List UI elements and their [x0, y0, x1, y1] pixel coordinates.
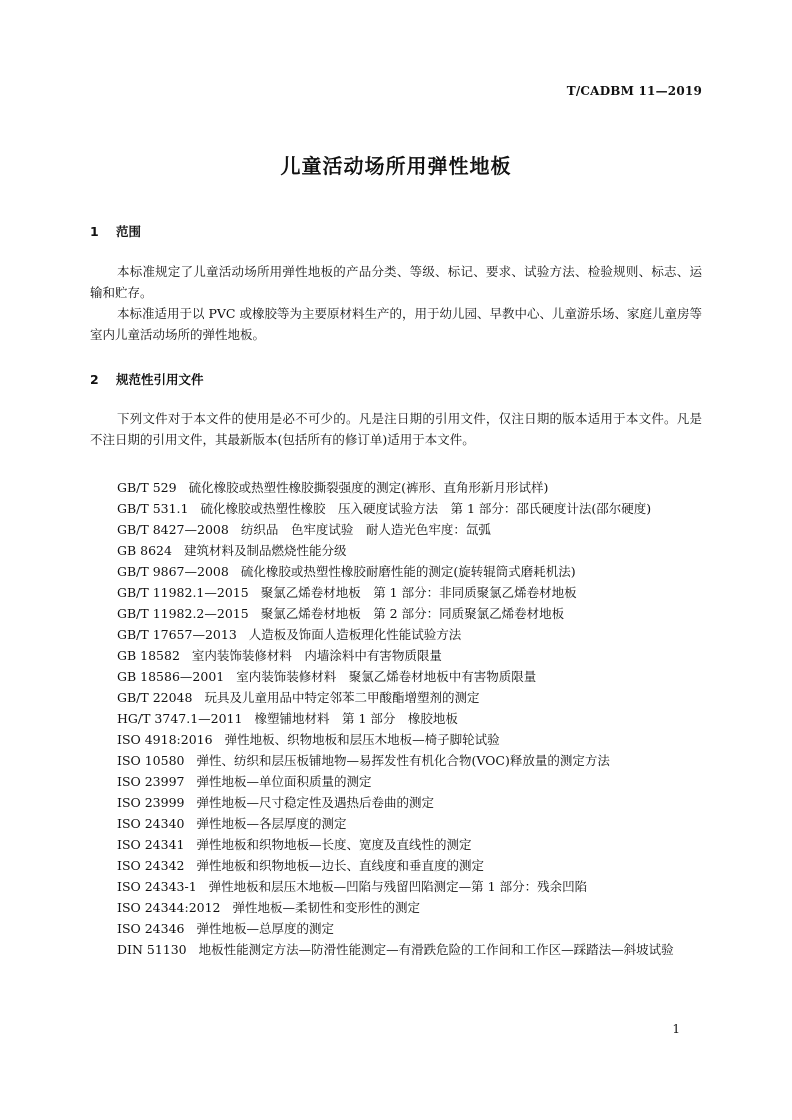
reference-code: GB/T 529 — [117, 480, 177, 495]
reference-item — [117, 687, 479, 708]
reference-title: 弹性地板—柔韧性和变形性的测定 — [232, 900, 421, 915]
reference-item — [117, 708, 458, 729]
reference-code: ISO 4918:2016 — [117, 732, 213, 747]
document-number: T/CADBM 11—2019 — [566, 84, 702, 98]
reference-title: 建筑材料及制品燃烧性能分级 — [183, 543, 347, 558]
reference-code: ISO 24340 — [117, 816, 185, 831]
reference-title: 硫化橡胶或热塑性橡胶 压入硬度试验方法 第 1 部分：邵氏硬度计法(邵尔硬度) — [200, 501, 652, 516]
section-2-heading — [90, 370, 204, 388]
section-1-number: 1 — [90, 224, 99, 239]
reference-title: 橡塑铺地材料 第 1 部分 橡胶地板 — [254, 711, 458, 726]
reference-title: 弹性地板—单位面积质量的测定 — [196, 774, 372, 789]
reference-code: ISO 23997 — [117, 774, 185, 789]
reference-item — [117, 855, 484, 876]
reference-title: 硫化橡胶或热塑性橡胶耐磨性能的测定(旋转辊筒式磨耗机法) — [240, 564, 576, 579]
scope-paragraph-1: 本标准规定了儿童活动场所用弹性地板的产品分类、等级、标记、要求、试验方法、检验规则、标志、运输和贮存。 — [90, 264, 702, 300]
reference-title: 室内装饰装修材料 聚氯乙烯卷材地板中有害物质限量 — [236, 669, 537, 684]
reference-code: ISO 24341 — [117, 837, 185, 852]
reference-title: 弹性地板和织物地板—长度、宽度及直线性的测定 — [196, 837, 472, 852]
reference-code: GB/T 531.1 — [117, 501, 189, 516]
reference-title: 弹性地板—总厚度的测定 — [196, 921, 335, 936]
reference-code: ISO 24344:2012 — [117, 900, 221, 915]
reference-code: DIN 51130 — [117, 942, 187, 957]
section-2-number: 2 — [90, 372, 99, 387]
reference-code: GB 8624 — [117, 543, 172, 558]
reference-code: GB/T 11982.2—2015 — [117, 606, 249, 621]
reference-item — [117, 540, 346, 561]
reference-item — [117, 771, 372, 792]
reference-title: 弹性地板、织物地板和层压木地板—椅子脚轮试验 — [224, 732, 500, 747]
reference-title: 弹性地板—尺寸稳定性及遇热后卷曲的测定 — [196, 795, 435, 810]
reference-code: ISO 10580 — [117, 753, 185, 768]
reference-item — [117, 813, 347, 834]
reference-item — [117, 477, 548, 498]
reference-title: 硫化橡胶或热塑性橡胶撕裂强度的测定(裤形、直角形新月形试样) — [188, 480, 549, 495]
reference-item — [90, 939, 702, 960]
reference-code: ISO 24342 — [117, 858, 185, 873]
reference-item — [117, 603, 564, 624]
reference-item — [117, 834, 472, 855]
reference-title: 弹性、纺织和层压板铺地物—易挥发性有机化合物(VOC)释放量的测定方法 — [196, 753, 610, 768]
reference-code: GB 18582 — [117, 648, 180, 663]
reference-item — [117, 519, 491, 540]
reference-code: GB/T 11982.1—2015 — [117, 585, 249, 600]
section-1-heading — [90, 222, 141, 240]
reference-item — [117, 582, 577, 603]
reference-item — [117, 561, 576, 582]
document-title: 儿童活动场所用弹性地板 — [280, 154, 512, 178]
reference-title: 弹性地板和织物地板—边长、直线度和垂直度的测定 — [196, 858, 485, 873]
reference-item — [117, 624, 461, 645]
reference-item — [117, 750, 610, 771]
section-1-title: 范围 — [116, 224, 142, 239]
reference-item — [117, 897, 420, 918]
reference-title: 聚氯乙烯卷材地板 第 1 部分：非同质聚氯乙烯卷材地板 — [260, 585, 577, 600]
reference-title: 地板性能测定方法—防滑性能测定—有滑跌危险的工作间和工作区—踩踏法—斜坡试验 — [198, 942, 674, 957]
reference-code: ISO 24346 — [117, 921, 185, 936]
reference-item — [117, 666, 536, 687]
reference-code: GB/T 17657—2013 — [117, 627, 237, 642]
reference-title: 玩具及儿童用品中特定邻苯二甲酸酯增塑剂的测定 — [204, 690, 480, 705]
reference-code: GB/T 8427—2008 — [117, 522, 229, 537]
reference-code: ISO 23999 — [117, 795, 185, 810]
reference-item — [117, 918, 334, 939]
reference-item — [117, 876, 587, 897]
reference-item — [117, 792, 434, 813]
reference-title: 室内装饰装修材料 内墙涂料中有害物质限量 — [191, 648, 442, 663]
reference-code: HG/T 3747.1—2011 — [117, 711, 243, 726]
page-number: 1 — [672, 1022, 680, 1036]
reference-item — [117, 729, 500, 750]
references-intro: 下列文件对于本文件的使用是必不可少的。凡是注日期的引用文件，仅注日期的版本适用于本文件。凡是不注日期的引用文件，其最新版本(包括所有的修订单)适用于本文件。 — [90, 411, 702, 447]
reference-code: GB/T 9867—2008 — [117, 564, 229, 579]
reference-title: 纺织品 色牢度试验 耐人造光色牢度：氙弧 — [240, 522, 491, 537]
section-2-title: 规范性引用文件 — [116, 372, 204, 387]
scope-paragraph-2: 本标准适用于以 PVC 或橡胶等为主要原材料生产的，用于幼儿园、早教中心、儿童游乐场、家庭儿童房等室内儿童活动场所的弹性地板。 — [90, 306, 702, 342]
reference-code: ISO 24343-1 — [117, 879, 197, 894]
reference-title: 聚氯乙烯卷材地板 第 2 部分：同质聚氯乙烯卷材地板 — [260, 606, 565, 621]
reference-item — [117, 498, 651, 519]
reference-item — [117, 645, 442, 666]
reference-title: 弹性地板—各层厚度的测定 — [196, 816, 347, 831]
reference-title: 人造板及饰面人造板理化性能试验方法 — [248, 627, 462, 642]
reference-title: 弹性地板和层压木地板—凹陷与残留凹陷测定—第 1 部分：残余凹陷 — [208, 879, 588, 894]
reference-code: GB 18586—2001 — [117, 669, 225, 684]
reference-code: GB/T 22048 — [117, 690, 193, 705]
